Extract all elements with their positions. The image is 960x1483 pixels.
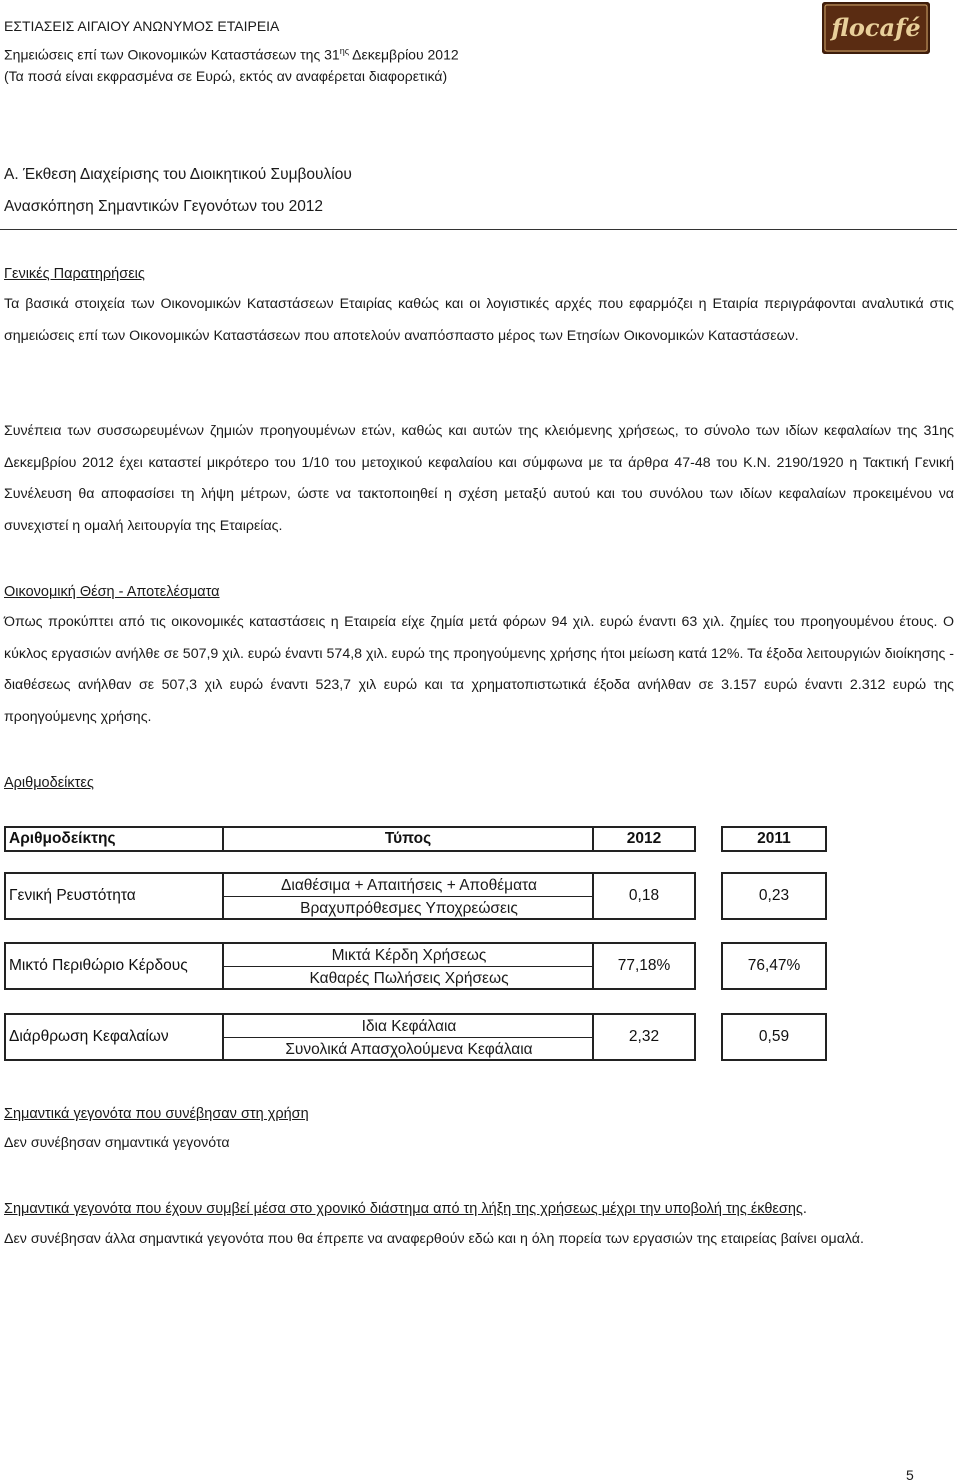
- ratio-name: Γενική Ρευστότητα: [4, 872, 224, 920]
- ratio-formula: [222, 872, 594, 920]
- subsequent-heading-text: Σημαντικά γεγονότα που έχουν συμβεί μέσα στο χρονικό διάστημα από τη λήξη της χρήσεως μέχρι την υποβολή της έκθεσης: [4, 1201, 803, 1217]
- formula-denominator: Βραχυπρόθεσμες Υποχρεώσεις: [300, 900, 518, 917]
- column-header-2012: 2012: [592, 826, 696, 852]
- company-name: ΕΣΤΙΑΣΕΙΣ ΑΙΓΑΙΟΥ ΑΝΩΝΥΜΟΣ ΕΤΑΙΡΕΙΑ: [4, 18, 280, 34]
- fraction-line: [224, 966, 594, 967]
- flocafe-logo: [822, 2, 930, 54]
- formula-numerator: Διαθέσιμα + Απαιτήσεις + Αποθέματα: [281, 877, 537, 894]
- fraction-line: [224, 1037, 594, 1038]
- ratio-name: Διάρθρωση Κεφαλαίων: [4, 1013, 224, 1061]
- formula-denominator: Καθαρές Πωλήσεις Χρήσεως: [309, 970, 509, 987]
- financial-heading: Οικονομική Θέση - Αποτελέσματα: [4, 584, 220, 600]
- ratio-formula: [222, 1013, 594, 1061]
- financial-paragraph: Όπως προκύπτει από τις οικονομικές καταστάσεις η Εταιρεία είχε ζημία μετά φόρων 94 χιλ. ευρώ έναντι 63 χιλ. ζημίες του προηγουμένου έτους. Ο κύκλος εργασιών ανήλθε σε 507,9 χιλ. ευρώ έναντι 574,8 χιλ. ευρώ της προηγούμενης χρήσης ήτοι μείωση κατά 12%. Τα έξοδα λειτουργιών διοίκησης - διαθέσεως ανήλθαν σε 507,3 χιλ ευρώ έναντι 523,7 χιλ ευρώ και τα χρηματοπιστωτικά έξοδα ανήλθαν σε 3.157 ευρώ έναντι 2.312 ευρώ της προηγούμενης χρήσης.: [4, 614, 954, 725]
- subsequent-heading: [4, 1199, 807, 1219]
- logo-wordmark: flocafé: [831, 13, 921, 42]
- notes-title-text: Σημειώσεις επί των Οικονομικών Καταστάσεων της 31: [4, 46, 340, 63]
- ratio-formula: [222, 942, 594, 990]
- notes-title-sup: ης: [339, 46, 350, 56]
- events-heading: Σημαντικά γεγονότα που συνέβησαν στη χρήση: [4, 1106, 309, 1122]
- ratio-value-2011: 0,23: [721, 872, 827, 920]
- page-number: 5: [906, 1467, 914, 1483]
- section-title: Α. Έκθεση Διαχείρισης του Διοικητικού Συμβουλίου: [4, 166, 352, 183]
- formula-numerator: Ιδια Κεφάλαια: [361, 1018, 457, 1035]
- ratio-value-2011: 0,59: [721, 1013, 827, 1061]
- column-header-ratio: Αριθμοδείκτης: [4, 826, 224, 852]
- ratio-value-2012: 0,18: [592, 872, 696, 920]
- ratio-name: Μικτό Περιθώριο Κέρδους: [4, 942, 224, 990]
- general-paragraph-1: Τα βασικά στοιχεία των Οικονομικών Καταστάσεων Εταιρίας καθώς και οι λογιστικές αρχές που εφαρμόζει η Εταιρία περιγράφονται αναλυτικά στις σημειώσεις επί των Οικονομικών Καταστάσεων που αποτελούν αναπόσπαστο μέρος των Ετησίων Οικονομικών Καταστάσεων.: [4, 296, 954, 344]
- ratio-value-2012: 77,18%: [592, 942, 696, 990]
- events-paragraph: Δεν συνέβησαν σημαντικά γεγονότα: [4, 1135, 230, 1151]
- notes-title-date: Δεκεμβρίου 2012: [349, 46, 459, 63]
- notes-title: [4, 42, 459, 64]
- column-header-2011: 2011: [721, 826, 827, 852]
- fraction-line: [224, 896, 594, 897]
- ratio-value-2012: 2,32: [592, 1013, 696, 1061]
- subsequent-heading-end: .: [802, 1201, 807, 1217]
- column-header-formula: Τύπος: [222, 826, 594, 852]
- subsequent-paragraph: Δεν συνέβησαν άλλα σημαντικά γεγονότα που θα έπρεπε να αναφερθούν εδώ και η όλη πορεία των εργασιών της εταιρείας βαίνει ομαλά.: [4, 1231, 864, 1247]
- formula-denominator: Συνολικά Απασχολούμενα Κεφάλαια: [285, 1041, 533, 1058]
- ratio-value-2011: 76,47%: [721, 942, 827, 990]
- section-subtitle: Ανασκόπηση Σημαντικών Γεγονότων του 2012: [4, 198, 324, 215]
- formula-numerator: Μικτά Κέρδη Χρήσεως: [331, 947, 487, 964]
- ratios-heading: Αριθμοδείκτες: [4, 775, 94, 791]
- currency-note: (Τα ποσά είναι εκφρασμένα σε Ευρώ, εκτός αν αναφέρεται διαφορετικά): [4, 68, 448, 84]
- divider: [0, 229, 957, 230]
- general-paragraph-2: Συνέπεια των συσσωρευμένων ζημιών προηγουμένων ετών, καθώς και αυτών της κλειόμενης χρήσεως, το σύνολο των ιδίων κεφαλαίων της 31ης Δεκεμβρίου 2012 έχει καταστεί μικρότερο του 1/10 του μετοχικού κεφαλαίου και σύμφωνα με τα άρθρα 47-48 του Κ.Ν. 2190/1920 η Τακτική Γενική Συνέλευση θα αποφασίσει τη λήψη μέτρων, ώστε να τακτοποιηθεί η σχέση μεταξύ αυτού και του συνόλου των ιδίων κεφαλαίων προκειμένου να συνεχιστεί η ομαλή λειτουργία της Εταιρείας.: [4, 423, 954, 534]
- general-heading: Γενικές Παρατηρήσεις: [4, 266, 145, 282]
